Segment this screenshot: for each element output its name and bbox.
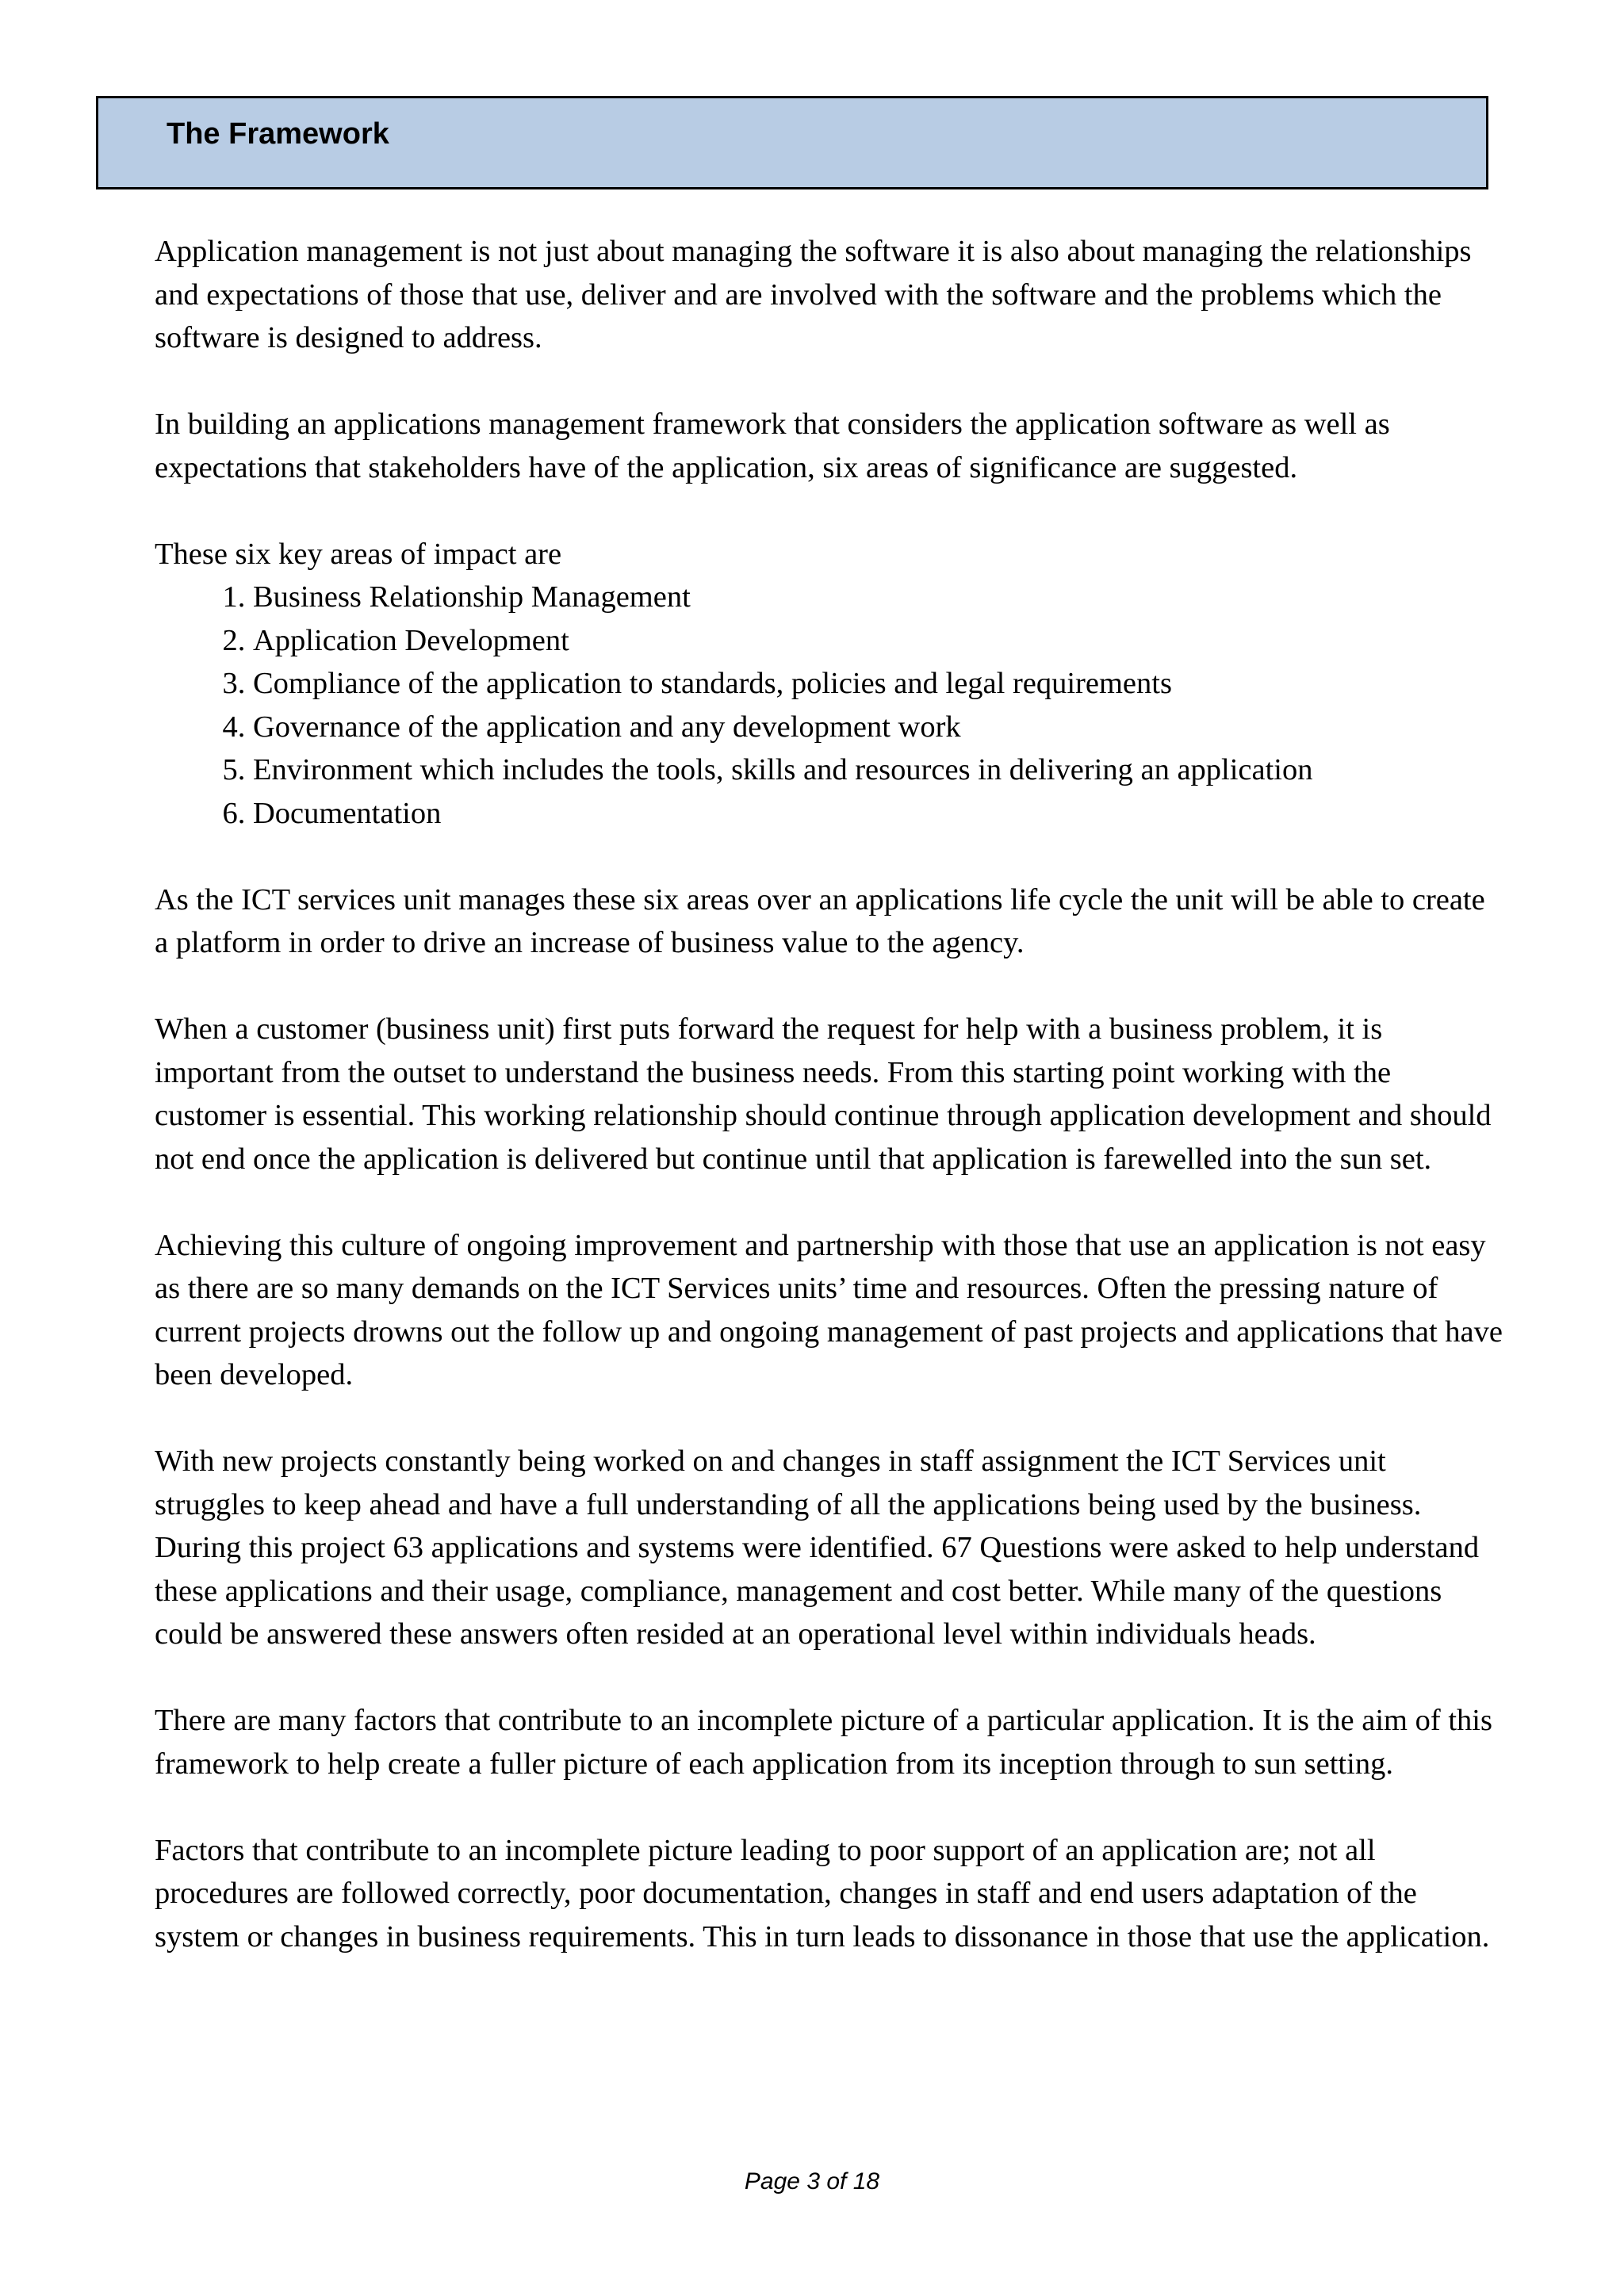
- paragraph-factors: Factors that contribute to an incomplete picture leading to poor support of an application are; not all procedures are followed correctly, poor documentation, changes in staff and end users adaptation of the system or changes in business requirements. This in turn leads to dissonance in those that use the application.: [155, 1833, 1490, 1954]
- paragraph-application-management: Application management is not just about managing the software it is also about managing the relationships and expectations of those that use, deliver and are involved with the software and the problems which the software is designed to address.: [155, 235, 1472, 354]
- list-item: 6. Documentation: [253, 792, 1503, 836]
- impact-areas-list: [155, 576, 1503, 835]
- list-item: 4. Governance of the application and any development work: [253, 706, 1503, 749]
- paragraph-list-intro: These six key areas of impact are: [155, 537, 562, 571]
- paragraph-incomplete-picture: There are many factors that contribute to an incomplete picture of a particular application. It is the aim of this framework to help create a fuller picture of each application from its inception through to sun setting.: [155, 1704, 1492, 1781]
- paragraph-customer-request: When a customer (business unit) first puts forward the request for help with a business problem, it is important from the outset to understand the business needs. From this starting point working with the customer is essential. This working relationship should continue through application development and should not end once the application is delivered but continue until that application is farewelled into the sun set.: [155, 1012, 1492, 1176]
- paragraph-framework-building: In building an applications management framework that considers the application software as well as expectations that stakeholders have of the application, six areas of significance are suggested.: [155, 408, 1390, 484]
- list-item: 2. Application Development: [253, 619, 1503, 663]
- page-number-footer: Page 3 of 18: [744, 2168, 880, 2195]
- paragraph-culture: Achieving this culture of ongoing improvement and partnership with those that use an application is not easy as there are so many demands on the ICT Services units’ time and resources. Often the pressing nature of current projects drowns out the follow up and ongoing management of past projects and applications that have been developed.: [155, 1228, 1503, 1391]
- list-item: 3. Compliance of the application to standards, policies and legal requirements: [253, 662, 1503, 706]
- section-title: The Framework: [167, 117, 389, 151]
- list-item: 1. Business Relationship Management: [253, 576, 1503, 619]
- document-body: [155, 230, 1503, 2002]
- paragraph-new-projects: With new projects constantly being worked on and changes in staff assignment the ICT Services unit struggles to keep ahead and have a full understanding of all the applications being used by the business. During this project 63 applications and systems were identified. 67 Questions were asked to help understand these applications and their usage, compliance, management and cost better. While many of the questions could be answered these answers often resided at an operational level within individuals heads.: [155, 1445, 1480, 1651]
- list-item: 5. Environment which includes the tools, skills and resources in delivering an application: [253, 748, 1503, 792]
- paragraph-ict-services: As the ICT services unit manages these six areas over an applications life cycle the unit will be able to create a platform in order to drive an increase of business value to the agency.: [155, 882, 1485, 959]
- section-header-box: [96, 96, 1488, 189]
